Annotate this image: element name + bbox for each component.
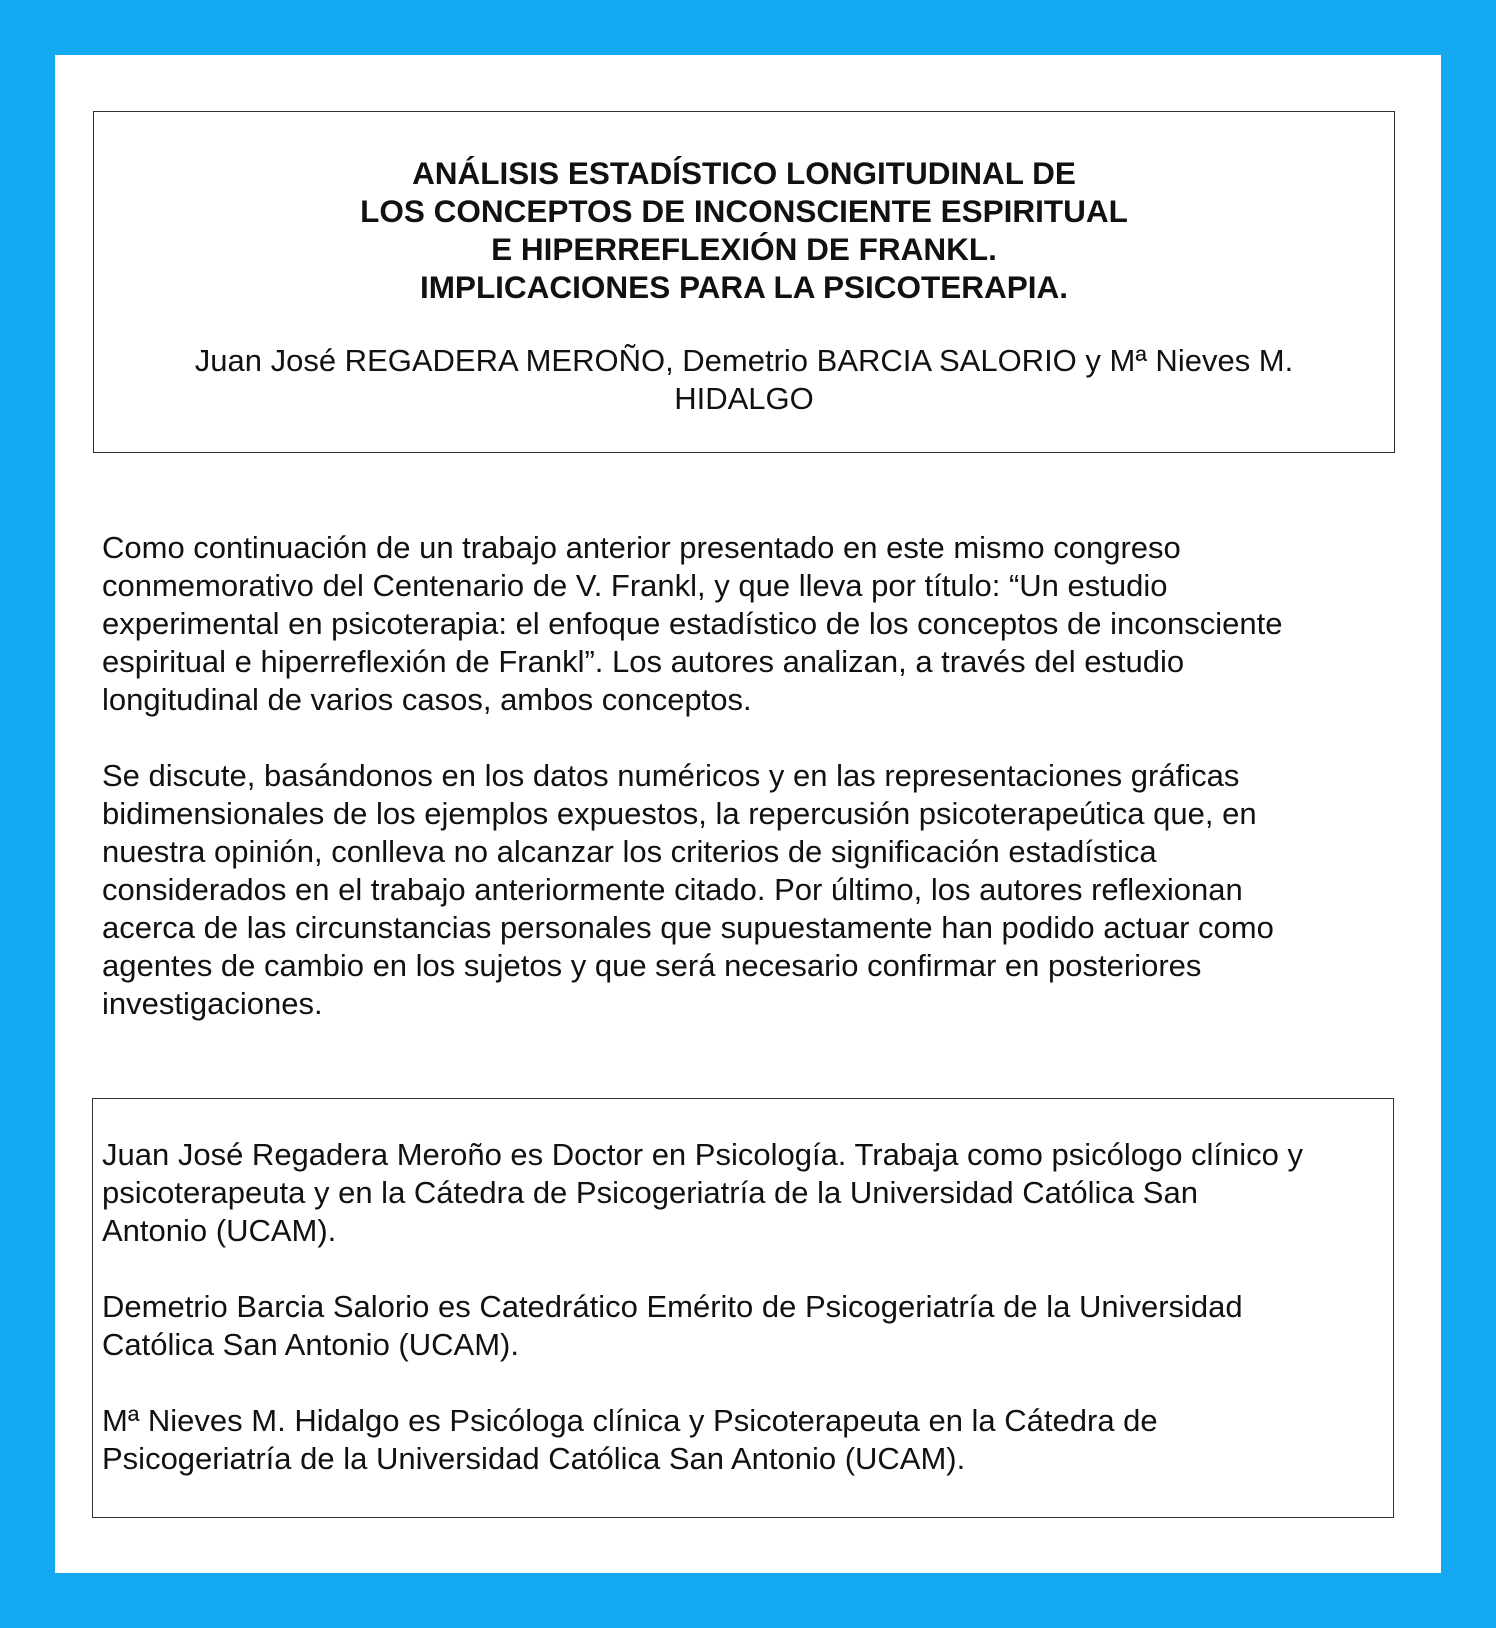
text-line: bidimensionales de los ejemplos expuestos, la repercusión psicoterapeútica que, en <box>102 796 1257 831</box>
text-line: Demetrio Barcia Salorio es Catedrático Emérito de Psicogeriatría de la Universidad <box>102 1289 1243 1324</box>
title-line: E HIPERREFLEXIÓN DE FRANKL. <box>491 231 997 267</box>
abstract-paragraph-1 <box>102 529 1392 719</box>
text-line: Como continuación de un trabajo anterior presentado en este mismo congreso <box>102 530 1181 565</box>
abstract-paragraph-2 <box>102 757 1392 1023</box>
text-line: nuestra opinión, conlleva no alcanzar los criterios de significación estadística <box>102 834 1157 869</box>
text-line: longitudinal de varios casos, ambos conceptos. <box>102 682 752 717</box>
authors-line: HIDALGO <box>674 381 814 416</box>
authors <box>94 342 1394 418</box>
bio-paragraph-3 <box>102 1402 1387 1478</box>
title-box <box>93 111 1395 453</box>
text-line: experimental en psicoterapia: el enfoque estadístico de los conceptos de inconsciente <box>102 606 1283 641</box>
title-line: ANÁLISIS ESTADÍSTICO LONGITUDINAL DE <box>412 155 1076 191</box>
text-line: acerca de las circunstancias personales que supuestamente han podido actuar como <box>102 910 1274 945</box>
text-line: agentes de cambio en los sujetos y que será necesario confirmar en posteriores <box>102 948 1202 983</box>
bio-paragraph-1 <box>102 1136 1387 1250</box>
bio-paragraph-2 <box>102 1288 1387 1364</box>
document-title <box>94 154 1394 306</box>
authors-line: Juan José REGADERA MEROÑO, Demetrio BARCIA SALORIO y Mª Nieves M. <box>194 343 1294 378</box>
text-line: Se discute, basándonos en los datos numéricos y en las representaciones gráficas <box>102 758 1240 793</box>
title-line: IMPLICACIONES PARA LA PSICOTERAPIA. <box>419 269 1069 305</box>
text-line: espiritual e hiperreflexión de Frankl”. Los autores analizan, a través del estudio <box>102 644 1185 679</box>
text-line: psicoterapeuta y en la Cátedra de Psicogeriatría de la Universidad Católica San <box>102 1175 1198 1210</box>
text-line: investigaciones. <box>102 986 323 1021</box>
title-line: LOS CONCEPTOS DE INCONSCIENTE ESPIRITUAL <box>360 193 1128 229</box>
text-line: Católica San Antonio (UCAM). <box>102 1327 519 1362</box>
text-line: Juan José Regadera Meroño es Doctor en Psicología. Trabaja como psicólogo clínico y <box>102 1137 1304 1172</box>
author-bios-box <box>92 1098 1394 1518</box>
text-line: Antonio (UCAM). <box>102 1213 337 1248</box>
text-line: Mª Nieves M. Hidalgo es Psicóloga clínica y Psicoterapeuta en la Cátedra de <box>102 1403 1158 1438</box>
document-page <box>55 55 1441 1573</box>
text-line: considerados en el trabajo anteriormente citado. Por último, los autores reflexionan <box>102 872 1243 907</box>
author-bios <box>102 1136 1387 1516</box>
text-line: conmemorativo del Centenario de V. Frankl, y que lleva por título: “Un estudio <box>102 568 1168 603</box>
abstract <box>102 529 1392 1061</box>
text-line: Psicogeriatría de la Universidad Católica San Antonio (UCAM). <box>102 1441 966 1476</box>
